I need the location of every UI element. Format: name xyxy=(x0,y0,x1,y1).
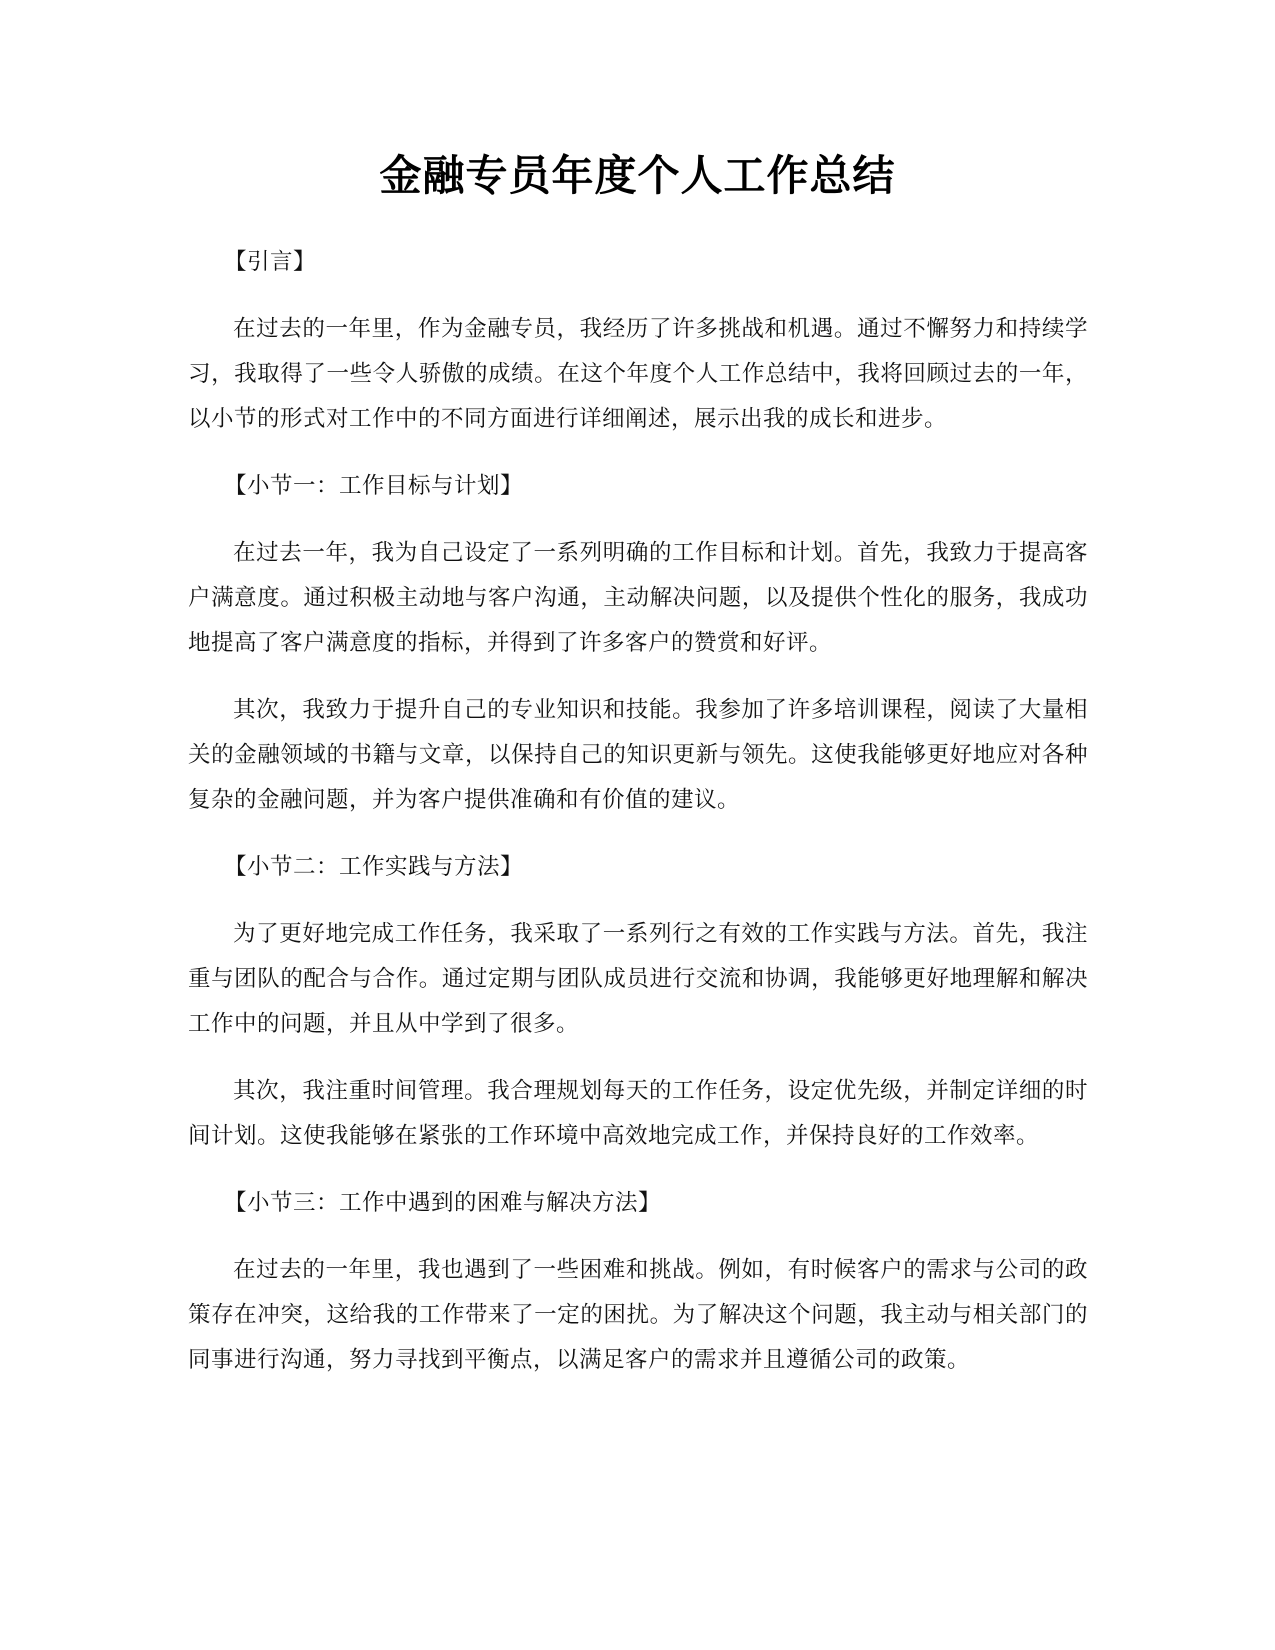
paragraph: 为了更好地完成工作任务，我采取了一系列行之有效的工作实践与方法。首先，我注重与团队的配合与合作。通过定期与团队成员进行交流和协调，我能够更好地理解和解决工作中的问题，并且从中学到了很多。 xyxy=(188,921,1088,1037)
paragraph: 其次，我注重时间管理。我合理规划每天的工作任务，设定优先级，并制定详细的时间计划。这使我能够在紧张的工作环境中高效地完成工作，并保持良好的工作效率。 xyxy=(188,1078,1088,1149)
section-heading-3: 【小节三：工作中遇到的困难与解决方法】 xyxy=(224,1190,662,1216)
section-heading-intro: 【引言】 xyxy=(224,249,317,275)
section-heading-1: 【小节一：工作目标与计划】 xyxy=(224,473,524,499)
document-body xyxy=(188,240,1088,1405)
paragraph: 在过去的一年里，作为金融专员，我经历了许多挑战和机遇。通过不懈努力和持续学习，我取得了一些令人骄傲的成绩。在这个年度个人工作总结中，我将回顾过去的一年，以小节的形式对工作中的不同方面进行详细阐述，展示出我的成长和进步。 xyxy=(188,316,1088,432)
document-title: 金融专员年度个人工作总结 xyxy=(379,151,896,200)
paragraph: 其次，我致力于提升自己的专业知识和技能。我参加了许多培训课程，阅读了大量相关的金融领域的书籍与文章，以保持自己的知识更新与领先。这使我能够更好地应对各种复杂的金融问题，并为客户提供准确和有价值的建议。 xyxy=(188,697,1088,813)
paragraph: 在过去一年，我为自己设定了一系列明确的工作目标和计划。首先，我致力于提高客户满意度。通过积极主动地与客户沟通，主动解决问题，以及提供个性化的服务，我成功地提高了客户满意度的指标，并得到了许多客户的赞赏和好评。 xyxy=(188,540,1088,656)
section-heading-2: 【小节二：工作实践与方法】 xyxy=(224,854,524,880)
paragraph: 在过去的一年里，我也遇到了一些困难和挑战。例如，有时候客户的需求与公司的政策存在冲突，这给我的工作带来了一定的困扰。为了解决这个问题，我主动与相关部门的同事进行沟通，努力寻找到平衡点，以满足客户的需求并且遵循公司的政策。 xyxy=(188,1257,1088,1373)
